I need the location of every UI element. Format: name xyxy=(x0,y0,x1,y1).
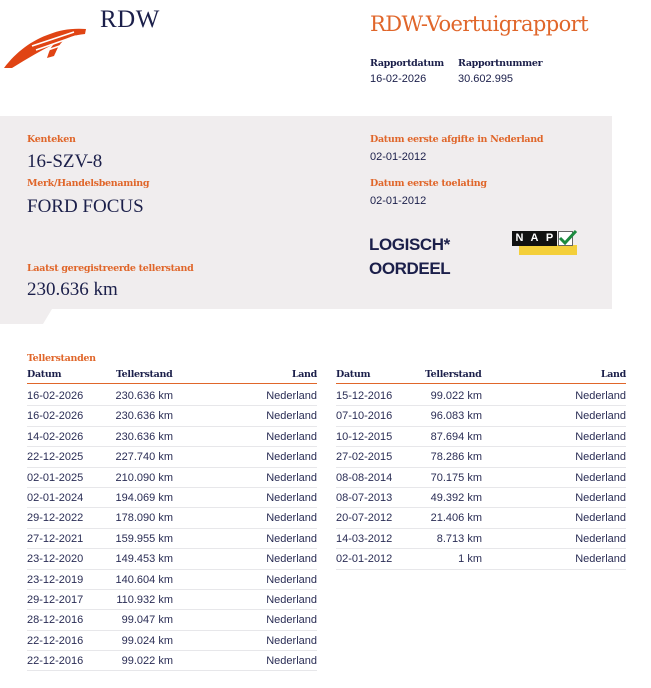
table-row xyxy=(27,610,317,630)
row-country: Nederland xyxy=(266,451,317,464)
table-row xyxy=(336,427,626,447)
row-reading: 49.392 km xyxy=(430,491,482,504)
row-country: Nederland xyxy=(575,430,626,443)
row-date: 16-02-2026 xyxy=(27,390,84,402)
make-label: Merk/Handelsbenaming xyxy=(27,178,150,189)
report-number: 30.602.995 xyxy=(458,73,514,85)
row-reading: 99.022 km xyxy=(430,390,482,402)
verdict xyxy=(369,233,450,281)
nap-letter-n: N xyxy=(512,231,527,246)
row-country: Nederland xyxy=(266,532,317,545)
table-row xyxy=(27,427,317,447)
row-country: Nederland xyxy=(575,532,626,545)
row-country: Nederland xyxy=(575,471,626,484)
nap-yellow-bar xyxy=(519,245,577,255)
table-row xyxy=(336,529,626,549)
row-country: Nederland xyxy=(575,410,626,423)
row-date: 23-12-2020 xyxy=(27,553,84,566)
row-country: Nederland xyxy=(575,553,626,566)
verdict-line-2: OORDEEL xyxy=(369,259,451,278)
row-reading: 96.083 km xyxy=(430,410,482,423)
row-reading: 230.636 km xyxy=(115,430,173,443)
logo-text: RDW xyxy=(100,6,160,33)
first-issue-nl-value: 02-01-2012 xyxy=(370,151,427,163)
row-reading: 230.636 km xyxy=(115,390,173,402)
col-date: Datum xyxy=(27,369,62,380)
row-country: Nederland xyxy=(575,451,626,464)
table-header xyxy=(27,369,317,384)
row-reading: 8.713 km xyxy=(436,532,482,545)
row-reading: 149.453 km xyxy=(115,553,173,566)
plate-value: 16-SZV-8 xyxy=(27,151,103,172)
table-row xyxy=(27,570,317,590)
row-date: 28-12-2016 xyxy=(27,614,84,627)
row-reading: 21.406 km xyxy=(430,512,482,525)
table-row xyxy=(27,508,317,528)
report-date-label: Rapportdatum xyxy=(370,58,444,69)
row-date: 29-12-2017 xyxy=(27,593,84,606)
table-row xyxy=(27,631,317,651)
table-header xyxy=(336,369,626,384)
row-country: Nederland xyxy=(266,573,317,586)
table-row xyxy=(27,529,317,549)
row-reading: 194.069 km xyxy=(115,491,173,504)
row-country: Nederland xyxy=(266,634,317,647)
row-date: 07-10-2016 xyxy=(336,410,393,423)
col-date: Datum xyxy=(336,369,371,380)
row-date: 10-12-2015 xyxy=(336,430,393,443)
row-country: Nederland xyxy=(266,390,317,402)
table-row xyxy=(336,406,626,426)
row-reading: 178.090 km xyxy=(115,512,173,525)
readings-table-left xyxy=(27,369,317,671)
first-admission-label: Datum eerste toelating xyxy=(370,178,487,189)
table-row xyxy=(336,508,626,528)
row-date: 22-12-2025 xyxy=(27,451,84,464)
row-date: 16-02-2026 xyxy=(27,410,84,423)
rdw-logo-icon xyxy=(2,22,88,70)
table-row xyxy=(27,406,317,426)
row-reading: 159.955 km xyxy=(115,532,173,545)
row-country: Nederland xyxy=(266,553,317,566)
table-row xyxy=(27,386,317,406)
row-country: Nederland xyxy=(575,491,626,504)
plate-label: Kenteken xyxy=(27,134,76,145)
report-date: 16-02-2026 xyxy=(370,73,427,85)
verdict-line-1: LOGISCH* xyxy=(369,235,450,254)
odometer-value: 230.636 km xyxy=(27,279,118,300)
row-date: 23-12-2019 xyxy=(27,573,84,586)
nap-logo xyxy=(512,231,578,256)
row-reading: 99.047 km xyxy=(121,614,173,627)
table-row xyxy=(336,488,626,508)
row-date: 27-02-2015 xyxy=(336,451,393,464)
row-reading: 78.286 km xyxy=(430,451,482,464)
table-row xyxy=(336,468,626,488)
report-number-label: Rapportnummer xyxy=(458,58,543,69)
col-country: Land xyxy=(600,369,626,380)
row-reading: 99.024 km xyxy=(121,634,173,647)
checkmark-icon xyxy=(558,231,573,246)
row-country: Nederland xyxy=(266,593,317,606)
row-country: Nederland xyxy=(266,614,317,627)
row-reading: 87.694 km xyxy=(430,430,482,443)
row-date: 14-03-2012 xyxy=(336,532,393,545)
row-reading: 210.090 km xyxy=(115,471,173,484)
table-body xyxy=(336,384,626,570)
row-country: Nederland xyxy=(266,430,317,443)
row-country: Nederland xyxy=(266,655,317,668)
odometer-label: Laatst geregistreerde tellerstand xyxy=(27,263,194,274)
row-reading: 1 km xyxy=(458,553,482,566)
row-date: 22-12-2016 xyxy=(27,634,84,647)
nap-letter-a: A xyxy=(527,231,542,246)
row-date: 02-01-2025 xyxy=(27,471,84,484)
row-date: 02-01-2024 xyxy=(27,491,84,504)
row-reading: 70.175 km xyxy=(430,471,482,484)
table-row xyxy=(27,590,317,610)
first-admission-value: 02-01-2012 xyxy=(370,195,427,207)
col-country: Land xyxy=(291,369,317,380)
col-reading: Tellerstand xyxy=(116,369,173,380)
row-country: Nederland xyxy=(266,410,317,423)
readings-table-right xyxy=(336,369,626,570)
table-row xyxy=(27,468,317,488)
readings-title: Tellerstanden xyxy=(27,353,96,364)
row-date: 27-12-2021 xyxy=(27,532,84,545)
row-country: Nederland xyxy=(266,471,317,484)
row-reading: 140.604 km xyxy=(115,573,173,586)
row-country: Nederland xyxy=(575,512,626,525)
nap-letter-p: P xyxy=(542,231,557,246)
first-issue-nl-label: Datum eerste afgifte in Nederland xyxy=(370,134,544,145)
row-country: Nederland xyxy=(266,491,317,504)
table-row xyxy=(27,651,317,671)
row-date: 15-12-2016 xyxy=(336,390,393,402)
col-reading: Tellerstand xyxy=(425,369,482,380)
table-row xyxy=(27,488,317,508)
table-row xyxy=(336,386,626,406)
table-body xyxy=(27,384,317,671)
make-value: FORD FOCUS xyxy=(27,196,144,217)
report-title: RDW-Voertuigrapport xyxy=(370,12,588,36)
row-reading: 230.636 km xyxy=(115,410,173,423)
row-reading: 110.932 km xyxy=(116,593,173,606)
row-reading: 227.740 km xyxy=(115,451,173,464)
table-row xyxy=(336,549,626,569)
row-country: Nederland xyxy=(266,512,317,525)
table-row xyxy=(27,549,317,569)
table-row xyxy=(27,447,317,467)
row-date: 14-02-2026 xyxy=(27,430,84,443)
row-date: 29-12-2022 xyxy=(27,512,84,525)
table-row xyxy=(336,447,626,467)
row-date: 08-07-2013 xyxy=(336,491,393,504)
row-date: 20-07-2012 xyxy=(336,512,393,525)
row-reading: 99.022 km xyxy=(121,655,173,668)
row-country: Nederland xyxy=(575,390,626,402)
row-date: 08-08-2014 xyxy=(336,471,393,484)
row-date: 02-01-2012 xyxy=(336,553,393,566)
row-date: 22-12-2016 xyxy=(27,655,84,668)
